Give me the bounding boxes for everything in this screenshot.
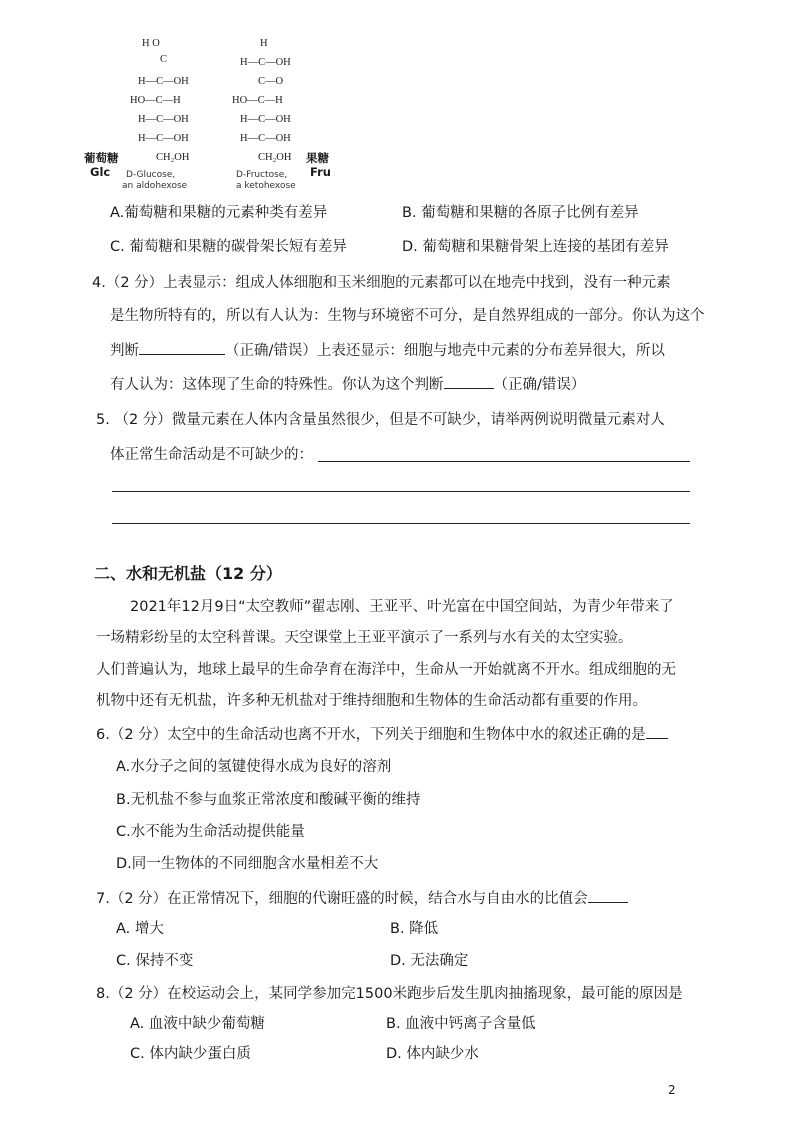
glucose-line-1: H O: [142, 38, 160, 49]
q7-option-a: A. 增大: [116, 921, 164, 937]
section-2-intro-4: 机物中还有无机盐，许多种无机盐对于维持细胞和生物体的生命活动都有重要的作用。: [96, 693, 647, 709]
fructose-line-3: C—O: [258, 76, 284, 87]
fructose-line-1: H: [260, 38, 268, 49]
fructose-line-2: H—C—OH: [240, 57, 291, 68]
page-number: 2: [668, 1083, 676, 1097]
q8-option-d: D. 体内缺少水: [386, 1046, 479, 1062]
q4-line-4-end: （正确/错误）: [493, 377, 586, 393]
q7-stem-text: 7.（2 分）在正常情况下，细胞的代谢旺盛的时候，结合水与自由水的比值会: [96, 891, 588, 907]
q6-option-d: D.同一生物体的不同细胞含水量相差不大: [116, 856, 379, 872]
section-2-intro-3: 人们普遍认为，地球上最早的生命孕育在海洋中，生命从一开始就离不开水。组成细胞的无: [96, 662, 676, 678]
section-2-intro-2: 一场精彩纷呈的太空科普课。天空课堂上王亚平演示了一系列与水有关的太空实验。: [96, 630, 633, 646]
q8-option-b: B. 血液中钙离子含量低: [386, 1016, 536, 1032]
q5-line-1: 5. （2 分）微量元素在人体内含量虽然很少，但是不可缺少，请举两例说明微量元素对人: [96, 412, 665, 428]
q3-option-d: D. 葡萄糖和果糖骨架上连接的基团有差异: [402, 239, 669, 255]
q6-blank[interactable]: [646, 724, 668, 739]
q4-line-4: [110, 374, 585, 395]
q4-line-4-start: 有人认为：这体现了生命的特殊性。你认为这个判断: [110, 377, 444, 393]
q8-option-c: C. 体内缺少蛋白质: [130, 1046, 251, 1062]
section-2-intro-1: 2021年12月9日“太空教师”翟志刚、王亚平、叶光富在中国空间站，为青少年带来了: [130, 599, 674, 615]
q8-option-a: A. 血液中缺少葡萄糖: [130, 1016, 265, 1032]
glucose-line-7: CH₂OH: [156, 152, 190, 163]
q5-answer-line-2[interactable]: [112, 491, 690, 492]
q3-option-b: B. 葡萄糖和果糖的各原子比例有差异: [402, 205, 639, 221]
q5-line-2: 体正常生命活动是不可缺少的：: [110, 447, 313, 463]
q6-stem: [96, 724, 668, 745]
q3-option-c: C. 葡萄糖和果糖的碳骨架长短有差异: [110, 239, 347, 255]
fructose-line-7: CH₂OH: [258, 152, 292, 163]
q7-option-c: C. 保持不变: [116, 953, 194, 969]
q4-line-1: 4.（2 分）上表显示：组成人体细胞和玉米细胞的元素都可以在地壳中找到，没有一种元素: [92, 275, 671, 291]
q5-answer-line-1[interactable]: [318, 461, 690, 462]
glucose-line-2: C: [160, 54, 168, 65]
fructose-line-5: H—C—OH: [240, 114, 291, 125]
q5-answer-line-3[interactable]: [112, 523, 690, 524]
glucose-line-5: H—C—OH: [138, 114, 189, 125]
q4-line-2: 是生物所特有的，所以有人认为：生物与环境密不可分，是自然界组成的一部分。你认为这个: [110, 308, 705, 324]
q4-blank-1[interactable]: [139, 340, 225, 355]
fructose-name-cn: 果糖: [306, 151, 329, 165]
fructose-line-6: H—C—OH: [240, 133, 291, 144]
glucose-name-en-2: an aldohexose: [122, 181, 188, 191]
glucose-line-3: H—C—OH: [138, 76, 189, 87]
section-2-heading: 二、水和无机盐（12 分）: [94, 564, 282, 583]
q3-option-a: A.葡萄糖和果糖的元素种类有差异: [110, 205, 328, 221]
glucose-line-6: H—C—OH: [138, 133, 189, 144]
glucose-name-cn: 葡萄糖: [84, 151, 119, 165]
q7-option-d: D. 无法确定: [390, 953, 469, 969]
q8-stem: 8.（2 分）在校运动会上，某同学参加完1500米跑步后发生肌肉抽搐现象，最可能的原因是: [96, 986, 683, 1002]
q6-option-c: C.水不能为生命活动提供能量: [116, 824, 305, 840]
q7-stem: [96, 888, 628, 909]
glucose-line-4: HO—C—H: [130, 95, 181, 106]
fructose-abbr: Fru: [310, 165, 331, 179]
fructose-line-4: HO—C—H: [232, 95, 283, 106]
q7-blank[interactable]: [588, 888, 628, 903]
glucose-name-en-1: D-Glucose,: [126, 170, 176, 180]
q4-blank-2[interactable]: [444, 374, 494, 389]
glucose-abbr: Glc: [90, 165, 111, 179]
fructose-name-en-2: a ketohexose: [236, 181, 296, 191]
fructose-name-en-1: D-Fructose,: [236, 170, 288, 180]
q4-line-3-end: （正确/错误）上表还显示：细胞与地壳中元素的分布差异很大，所以: [225, 343, 665, 359]
q6-stem-text: 6.（2 分）太空中的生命活动也离不开水，下列关于细胞和生物体中水的叙述正确的是: [96, 727, 646, 743]
q7-option-b: B. 降低: [390, 921, 439, 937]
q4-line-3: [110, 340, 665, 361]
q6-option-a: A.水分子之间的氢键使得水成为良好的溶剂: [116, 759, 392, 775]
q4-line-3-start: 判断: [110, 343, 139, 359]
q6-option-b: B.无机盐不参与血浆正常浓度和酸碱平衡的维持: [116, 792, 421, 808]
